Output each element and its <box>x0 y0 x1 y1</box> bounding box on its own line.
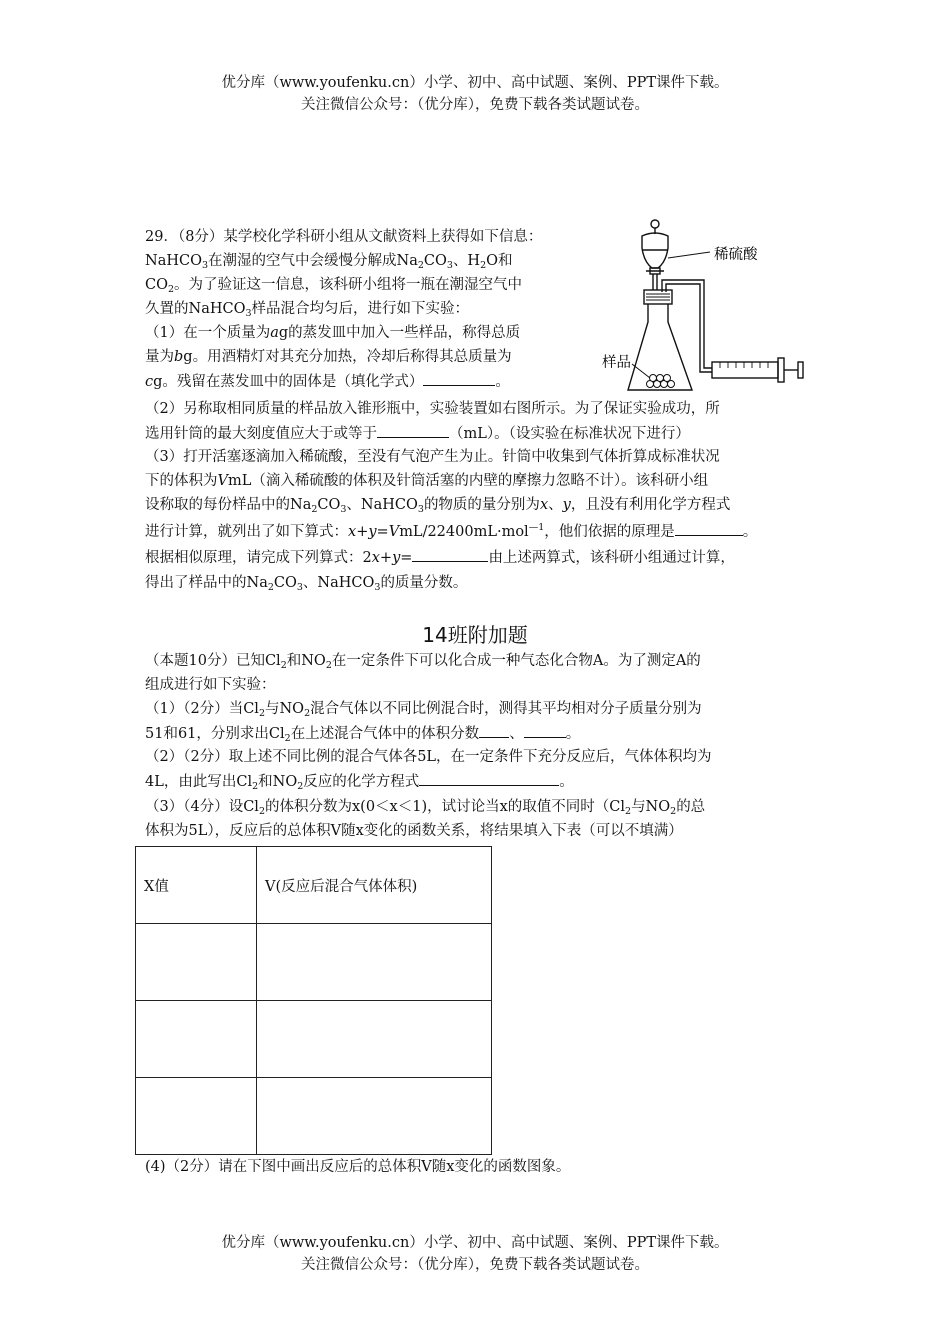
table-cell[interactable] <box>257 1001 492 1078</box>
q29-line-9: 选用针筒的最大刻度值应大于或等于 （mL）。（设实验在标准状况下进行） <box>145 422 690 445</box>
q29-line-3: $CO_2$。为了验证这一信息，该科研小组将一瓶在潮湿空气中 <box>145 277 523 295</box>
bonus-line-2: 组成进行如下实验： <box>145 677 276 693</box>
bonus-line-4: 51和61，分别求出$Cl_2$在上述混合气体中的体积分数 、 。 <box>145 722 580 745</box>
separatory-funnel-icon <box>642 220 668 300</box>
delivery-tube-icon <box>666 284 712 372</box>
footer-line-1: 优分库（www.youfenku.cn）小学、初中、高中试题、案例、PPT课件下载。 <box>221 1235 729 1251</box>
q29-line-12: 设称取的每份样品中的$Na_2CO_3$、NaHCO$_3$的物质的量分别为x、y，且没有利用化学方程式 <box>145 497 731 515</box>
bonus-line-5: （2）（2分）取上述不同比例的混合气体各5L，在一定条件下充分反应后，气体体积均为 <box>145 749 712 765</box>
table-cell[interactable] <box>136 924 257 1001</box>
header-line-1: 优分库（www.youfenku.cn）小学、初中、高中试题、案例、PPT课件下载。 <box>221 75 729 91</box>
table-header-row <box>136 847 492 924</box>
answer-blank-2[interactable] <box>377 422 449 438</box>
table-cell[interactable] <box>257 1078 492 1155</box>
acid-pointer-line <box>668 252 710 258</box>
answer-table <box>135 846 492 1155</box>
answer-blank-3[interactable] <box>675 520 743 536</box>
table-header-v: V(反应后混合气体体积) <box>257 847 492 924</box>
q29-line-11: 下的体积为VmL（滴入稀硫酸的体积及针筒活塞的内壁的摩擦力忽略不计）。该科研小组 <box>145 473 709 489</box>
q29-line-13: 进行计算，就列出了如下算式：x+y=VmL/22400mL·mol$^{—1}$，他们依据的原理是 。 <box>145 522 758 540</box>
acid-label: 稀硫酸 <box>714 247 758 263</box>
table-row <box>136 924 492 1001</box>
q29-line-8: （2）另称取相同质量的样品放入锥形瓶中，实验装置如右图所示。为了保证实验成功，所 <box>145 401 720 417</box>
sample-label: 样品 <box>602 355 631 371</box>
table-cell[interactable] <box>136 1001 257 1078</box>
page-footer <box>0 1232 950 1276</box>
syringe-icon <box>712 358 803 382</box>
apparatus-figure <box>600 212 810 398</box>
page-header <box>0 72 950 116</box>
bonus-line-8: 体积为5L），反应后的总体积V随x变化的函数关系，将结果填入下表（可以不填满） <box>145 823 683 839</box>
answer-blank-1[interactable] <box>423 370 495 386</box>
q29-line-2: NaHCO$_3$在潮湿的空气中会缓慢分解成$Na_2CO_3$、$H_2O$和 <box>145 253 513 271</box>
table-cell[interactable] <box>136 1078 257 1155</box>
table-row <box>136 1078 492 1155</box>
bonus-line-6: 4L，由此写出$Cl_2$和$NO_2$反应的化学方程式 。 <box>145 770 574 793</box>
table-cell[interactable] <box>257 924 492 1001</box>
bonus-line-3: （1）（2分）当$Cl_2$与$NO_2$混合气体以不同比例混合时，测得其平均相对分子质量分别为 <box>145 701 702 719</box>
q29-line-15: 得出了样品中的$Na_2CO_3$、NaHCO$_3$的质量分数。 <box>145 575 468 593</box>
sample-pointer-line <box>632 364 650 378</box>
bonus-title: 14班附加题 <box>422 623 528 647</box>
q29-line-10: （3）打开活塞逐滴加入稀硫酸，至没有气泡产生为止。针筒中收集到气体折算成标准状况 <box>145 449 720 465</box>
q29-line-5: （1）在一个质量为ag的蒸发皿中加入一些样品，称得总质 <box>145 325 521 341</box>
header-line-2: 关注微信公众号：（优分库），免费下载各类试题试卷。 <box>301 97 649 113</box>
answer-blank-5[interactable] <box>479 722 509 738</box>
q29-line-7: cg。残留在蒸发皿中的固体是（填化学式） 。 <box>145 370 510 393</box>
answer-blank-4[interactable] <box>412 546 488 562</box>
q29-line-14: 根据相似原理，请完成下列算式：2x+y= 由上述两算式，该科研小组通过计算， <box>145 546 735 569</box>
answer-blank-7[interactable] <box>419 770 559 786</box>
q29-line-4: 久置的NaHCO$_3$样品混合均匀后，进行如下实验： <box>145 301 470 319</box>
table-row <box>136 1001 492 1078</box>
q29-line-1: 29．（8分）某学校化学科研小组从文献资料上获得如下信息： <box>145 229 543 245</box>
q29-line-6: 量为bg。用酒精灯对其充分加热，冷却后称得其总质量为 <box>145 349 512 365</box>
sample-beads-icon <box>647 375 675 388</box>
footer-line-2: 关注微信公众号：（优分库），免费下载各类试题试卷。 <box>301 1257 649 1273</box>
table-header-x: X值 <box>136 847 257 924</box>
bonus-line-9: (4)（2分）请在下图中画出反应后的总体积V随x变化的函数图象。 <box>145 1159 571 1175</box>
answer-blank-6[interactable] <box>524 722 566 738</box>
bonus-line-7: （3）（4分）设$Cl_2$的体积分数为x(0＜x＜1)，试讨论当x的取值不同时（$Cl_2$与$NO_2$的总 <box>145 799 706 817</box>
bonus-line-1: （本题10分）已知$Cl_2$和$NO_2$在一定条件下可以化合成一种气态化合物A。为了测定A的 <box>145 653 701 671</box>
